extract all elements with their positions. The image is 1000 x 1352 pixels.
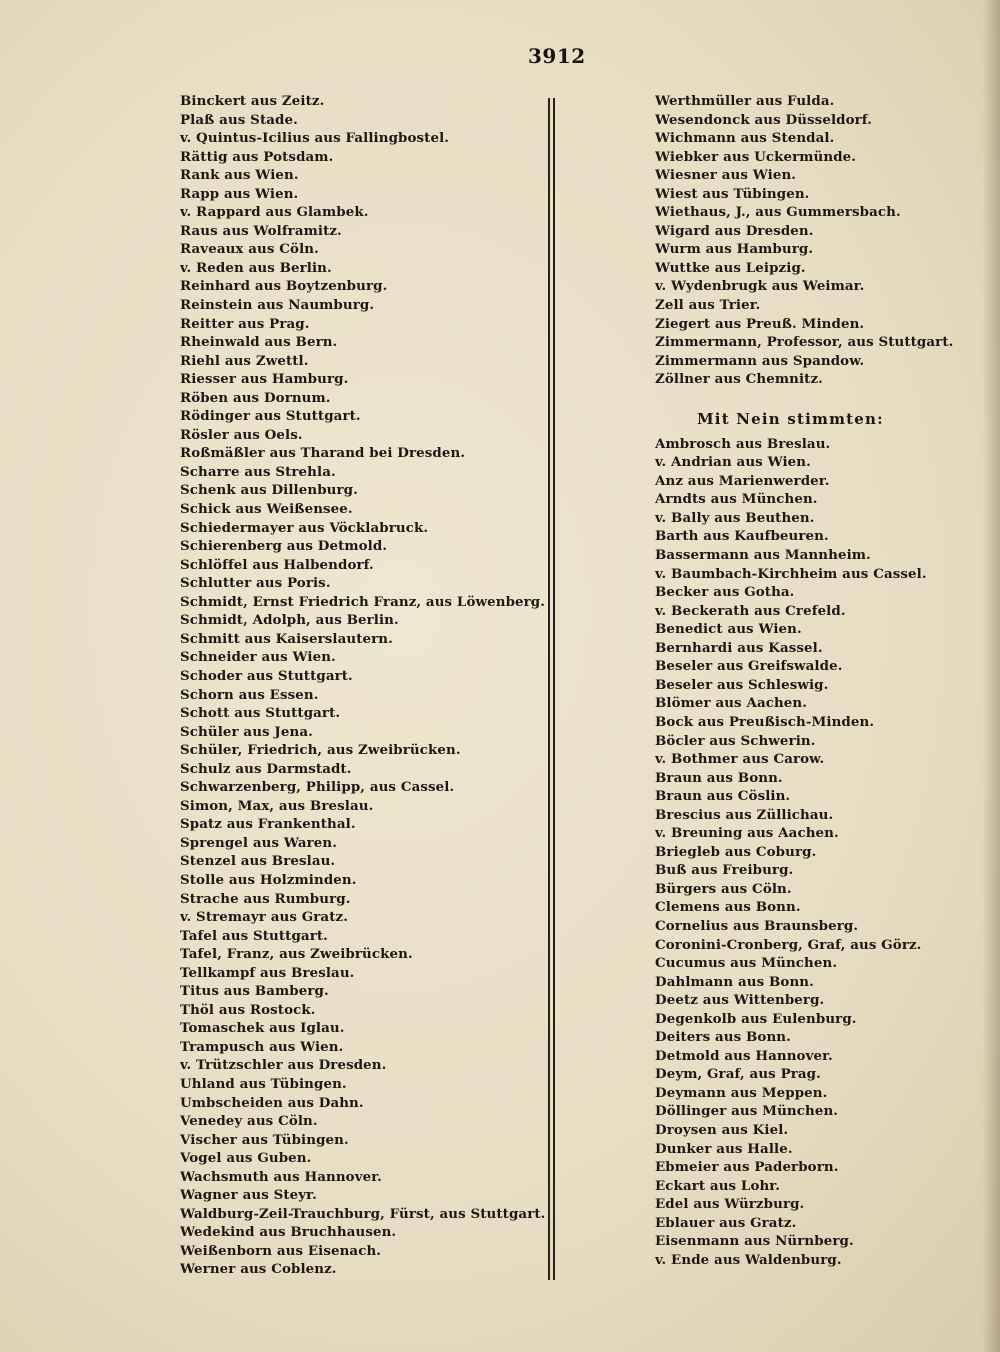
- list-item: Raveaux aus Cöln.: [180, 241, 319, 258]
- list-item: Eisenmann aus Nürnberg.: [655, 1233, 854, 1250]
- list-item: Edel aus Würzburg.: [655, 1196, 805, 1213]
- list-item: Buß aus Freiburg.: [655, 862, 794, 879]
- list-item: Strache aus Rumburg.: [180, 890, 351, 907]
- list-item: v. Bally aus Beuthen.: [655, 509, 815, 526]
- list-item: Wurm aus Hamburg.: [655, 241, 814, 258]
- list-item: Barth aus Kaufbeuren.: [655, 528, 829, 545]
- list-item: Uhland aus Tübingen.: [180, 1075, 347, 1092]
- list-item: Wigard aus Dresden.: [655, 222, 814, 239]
- list-item: Zimmermann, Professor, aus Stuttgart.: [655, 334, 954, 351]
- list-item: Vogel aus Guben.: [180, 1150, 312, 1167]
- list-item: Schick aus Weißensee.: [180, 501, 353, 518]
- list-item: Deymann aus Meppen.: [655, 1084, 828, 1101]
- list-item: v. Reden aus Berlin.: [180, 259, 332, 276]
- list-item: Dahlmann aus Bonn.: [655, 973, 814, 990]
- list-item: Waldburg-Zeil-Trauchburg, Fürst, aus Stuttgart.: [180, 1205, 546, 1222]
- list-item: Schneider aus Wien.: [180, 649, 336, 666]
- list-item: Schulz aus Darmstadt.: [180, 760, 352, 777]
- list-item: Cucumus aus München.: [655, 955, 838, 972]
- list-item: Werner aus Coblenz.: [180, 1261, 337, 1278]
- list-item: Döllinger aus München.: [655, 1103, 839, 1120]
- list-item: Becker aus Gotha.: [655, 584, 795, 601]
- list-item: Wiest aus Tübingen.: [655, 185, 810, 202]
- list-item: Eblauer aus Gratz.: [655, 1214, 797, 1231]
- list-item: Bürgers aus Cöln.: [655, 880, 792, 897]
- list-item: Umbscheiden aus Dahn.: [180, 1094, 364, 1111]
- list-item: v. Beckerath aus Crefeld.: [655, 602, 846, 619]
- list-item: Böcler aus Schwerin.: [655, 732, 816, 749]
- list-item: Schenk aus Dillenburg.: [180, 482, 358, 499]
- list-item: Rank aus Wien.: [180, 167, 299, 184]
- list-item: v. Baumbach-Kirchheim aus Cassel.: [655, 565, 927, 582]
- left-column: [180, 92, 550, 1279]
- column-divider: [548, 98, 555, 1280]
- list-item: Schüler aus Jena.: [180, 723, 313, 740]
- list-item: v. Trützschler aus Dresden.: [180, 1057, 387, 1074]
- list-item: v. Wydenbrugk aus Weimar.: [655, 278, 865, 295]
- list-item: Clemens aus Bonn.: [655, 899, 801, 916]
- list-item: Briegleb aus Coburg.: [655, 843, 817, 860]
- list-item: Scharre aus Strehla.: [180, 463, 336, 480]
- list-item: Schmidt, Adolph, aus Berlin.: [180, 612, 399, 629]
- list-item: Titus aus Bamberg.: [180, 983, 329, 1000]
- list-item: Cornelius aus Braunsberg.: [655, 917, 859, 934]
- list-item: Beseler aus Schleswig.: [655, 676, 829, 693]
- list-item: v. Ende aus Waldenburg.: [655, 1251, 842, 1268]
- section-heading: Mit Nein stimmten:: [697, 409, 884, 428]
- list-item: Deym, Graf, aus Prag.: [655, 1066, 821, 1083]
- right-column: [655, 92, 955, 1269]
- list-item: Benedict aus Wien.: [655, 621, 802, 638]
- list-item: Wesendonck aus Düsseldorf.: [655, 111, 872, 128]
- list-item: Beseler aus Greifswalde.: [655, 658, 843, 675]
- page-edge-shadow: [982, 0, 1000, 1352]
- list-item: Wiebker aus Uckermünde.: [655, 148, 857, 165]
- list-item: Vischer aus Tübingen.: [180, 1131, 349, 1148]
- list-item: Venedey aus Cöln.: [180, 1113, 318, 1130]
- list-item: Wagner aus Steyr.: [180, 1187, 317, 1204]
- list-item: v. Bothmer aus Carow.: [655, 751, 825, 768]
- list-item: Bernhardi aus Kassel.: [655, 639, 823, 656]
- list-item: Schorn aus Essen.: [180, 686, 319, 703]
- list-item: Eckart aus Lohr.: [655, 1177, 780, 1194]
- list-item: Wiethaus, J., aus Gummersbach.: [655, 204, 901, 221]
- list-item: Droysen aus Kiel.: [655, 1121, 789, 1138]
- list-item: Roßmäßler aus Tharand bei Dresden.: [180, 445, 466, 462]
- list-item: Brescius aus Züllichau.: [655, 806, 834, 823]
- list-item: Ziegert aus Preuß. Minden.: [655, 315, 865, 332]
- list-item: Simon, Max, aus Breslau.: [180, 797, 374, 814]
- list-item: Rapp aus Wien.: [180, 185, 299, 202]
- divider-line: [553, 98, 555, 1280]
- list-item: Bock aus Preußisch-Minden.: [655, 713, 875, 730]
- list-item: Detmold aus Hannover.: [655, 1047, 833, 1064]
- list-item: Stolle aus Holzminden.: [180, 871, 357, 888]
- list-item: Wuttke aus Leipzig.: [655, 259, 806, 276]
- list-item: Tomaschek aus Iglau.: [180, 1020, 345, 1037]
- list-item: Riehl aus Zwettl.: [180, 352, 309, 369]
- list-item: Ambrosch aus Breslau.: [655, 435, 831, 452]
- list-item: Braun aus Cöslin.: [655, 788, 791, 805]
- list-item: Braun aus Bonn.: [655, 769, 783, 786]
- list-item: Raus aus Wolframitz.: [180, 222, 342, 239]
- list-item: Reinhard aus Boytzenburg.: [180, 278, 388, 295]
- list-item: Spatz aus Frankenthal.: [180, 816, 356, 833]
- list-item: Arndts aus München.: [655, 491, 818, 508]
- list-item: v. Stremayr aus Gratz.: [180, 909, 348, 926]
- list-item: Tafel aus Stuttgart.: [180, 927, 328, 944]
- list-item: Wachsmuth aus Hannover.: [180, 1168, 382, 1185]
- list-item: Röben aus Dornum.: [180, 389, 331, 406]
- list-item: Sprengel aus Waren.: [180, 834, 338, 851]
- list-item: Schierenberg aus Detmold.: [180, 538, 388, 555]
- list-item: Wichmann aus Stendal.: [655, 130, 835, 147]
- list-item: Wedekind aus Bruchhausen.: [180, 1224, 397, 1241]
- list-item: Stenzel aus Breslau.: [180, 853, 336, 870]
- page-number: 3912: [528, 44, 586, 68]
- list-item: Wiesner aus Wien.: [655, 167, 797, 184]
- list-item: Weißenborn aus Eisenach.: [180, 1242, 382, 1259]
- list-item: Schiedermayer aus Vöcklabruck.: [180, 519, 429, 536]
- list-item: Deetz aus Wittenberg.: [655, 992, 825, 1009]
- list-item: Schmitt aus Kaiserslautern.: [180, 630, 393, 647]
- list-item: v. Quintus-Icilius aus Fallingbostel.: [180, 130, 450, 147]
- list-item: Anz aus Marienwerder.: [655, 472, 830, 489]
- list-item: v. Rappard aus Glambek.: [180, 204, 369, 221]
- list-item: Werthmüller aus Fulda.: [655, 93, 835, 109]
- list-item: Deiters aus Bonn.: [655, 1029, 791, 1046]
- list-item: Tellkampf aus Breslau.: [180, 964, 355, 981]
- list-item: Rättig aus Potsdam.: [180, 148, 334, 165]
- list-item: Schwarzenberg, Philipp, aus Cassel.: [180, 779, 455, 796]
- list-item: Coronini-Cronberg, Graf, aus Görz.: [655, 936, 922, 953]
- list-item: Reinstein aus Naumburg.: [180, 297, 375, 314]
- list-item: Dunker aus Halle.: [655, 1140, 793, 1157]
- divider-line: [548, 98, 550, 1280]
- list-item: Riesser aus Hamburg.: [180, 371, 349, 388]
- list-item: Rheinwald aus Bern.: [180, 334, 338, 351]
- list-item: Schüler, Friedrich, aus Zweibrücken.: [180, 742, 461, 759]
- list-item: Schoder aus Stuttgart.: [180, 667, 353, 684]
- list-item: Rödinger aus Stuttgart.: [180, 408, 361, 425]
- list-item: Zell aus Trier.: [655, 297, 761, 314]
- list-item: Reitter aus Prag.: [180, 315, 310, 332]
- list-item: Ebmeier aus Paderborn.: [655, 1159, 839, 1176]
- list-item: Thöl aus Rostock.: [180, 1001, 316, 1018]
- list-item: Schott aus Stuttgart.: [180, 705, 341, 722]
- list-item: Zimmermann aus Spandow.: [655, 352, 865, 369]
- list-item: Tafel, Franz, aus Zweibrücken.: [180, 946, 413, 963]
- list-item: Schlöffel aus Halbendorf.: [180, 556, 374, 573]
- list-item: Plaß aus Stade.: [180, 111, 298, 128]
- list-item: Zöllner aus Chemnitz.: [655, 371, 823, 388]
- list-item: Binckert aus Zeitz.: [180, 93, 325, 109]
- list-item: v. Breuning aus Aachen.: [655, 825, 839, 842]
- list-item: v. Andrian aus Wien.: [655, 454, 811, 471]
- list-item: Schlutter aus Poris.: [180, 575, 331, 592]
- list-item: Schmidt, Ernst Friedrich Franz, aus Löwenberg.: [180, 593, 546, 610]
- list-item: Bassermann aus Mannheim.: [655, 547, 871, 564]
- list-item: Blömer aus Aachen.: [655, 695, 808, 712]
- list-item: Trampusch aus Wien.: [180, 1038, 344, 1055]
- list-item: Rösler aus Oels.: [180, 426, 303, 443]
- list-item: Degenkolb aus Eulenburg.: [655, 1010, 857, 1027]
